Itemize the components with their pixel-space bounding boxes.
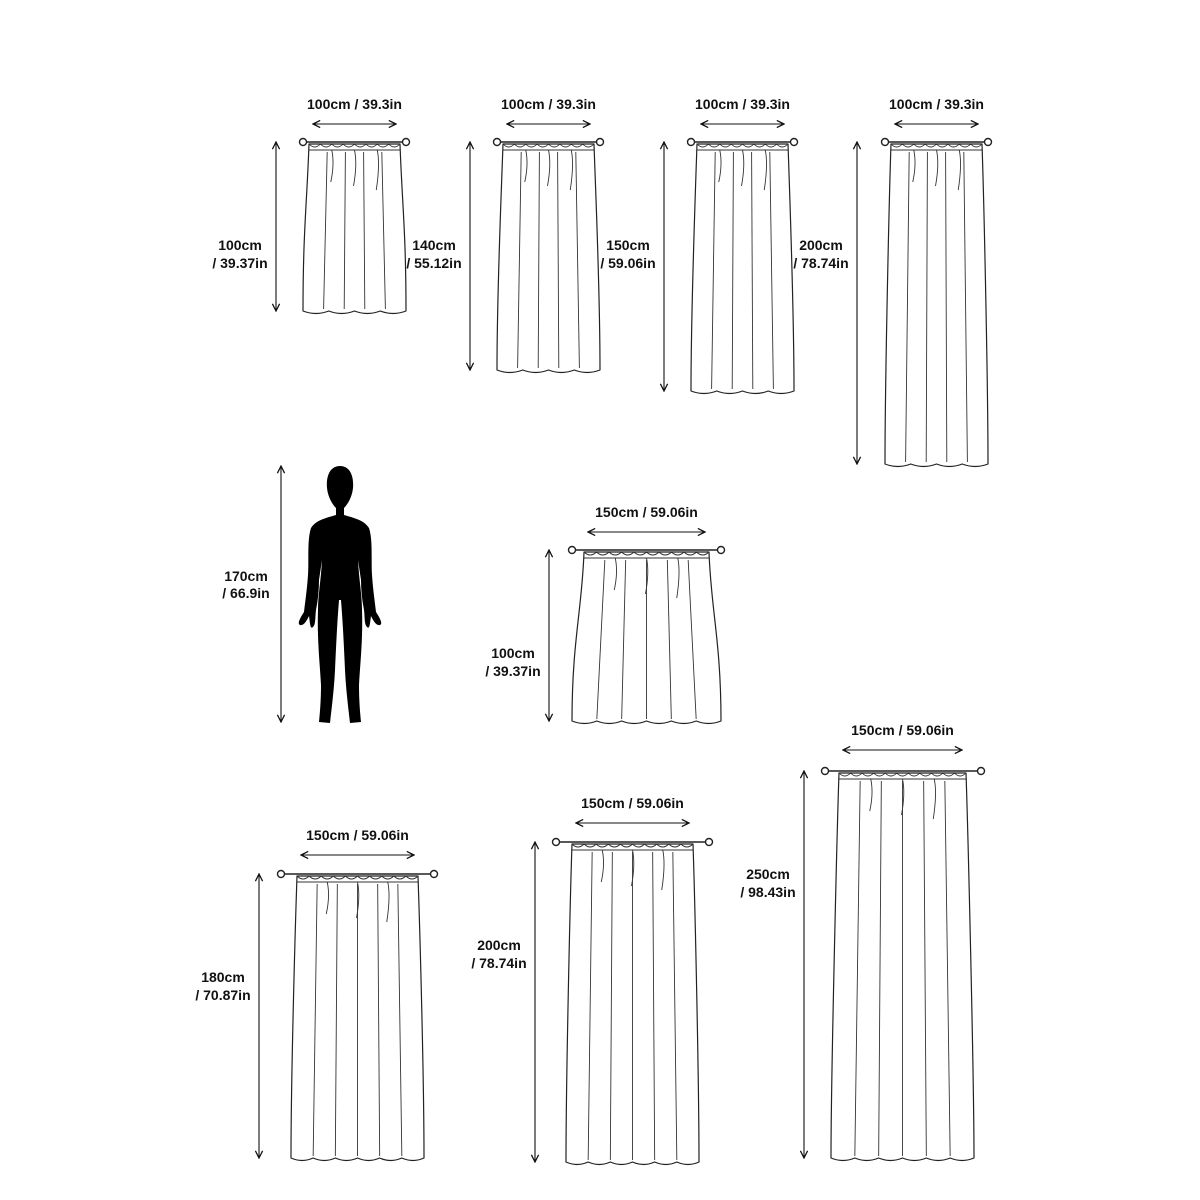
- person-height-label-in: / 66.9in: [222, 585, 270, 601]
- height-label-in: / 59.06in: [600, 255, 656, 271]
- width-label: 150cm / 59.06in: [306, 827, 409, 843]
- curtain-8: [740, 722, 984, 1161]
- height-label-cm: 200cm: [799, 237, 843, 253]
- curtain-1: [212, 96, 409, 314]
- curtain-5: [485, 504, 724, 724]
- rod-end-knob: [278, 871, 285, 878]
- rod-end-knob: [403, 139, 410, 146]
- height-label-cm: 140cm: [412, 237, 456, 253]
- height-label-cm: 100cm: [218, 237, 262, 253]
- height-label-in: / 78.74in: [793, 255, 849, 271]
- curtain-2: [406, 96, 603, 373]
- curtain-3: [600, 96, 797, 394]
- width-label: 100cm / 39.3in: [889, 96, 984, 112]
- rod-end-knob: [791, 139, 798, 146]
- rod-end-knob: [882, 139, 889, 146]
- rod-end-knob: [718, 547, 725, 554]
- height-label-cm: 250cm: [746, 866, 790, 882]
- rod-end-knob: [300, 139, 307, 146]
- curtain-panel: [885, 144, 988, 467]
- width-label: 150cm / 59.06in: [851, 722, 954, 738]
- height-label-in: / 78.74in: [471, 955, 527, 971]
- rod-end-knob: [597, 139, 604, 146]
- width-label: 150cm / 59.06in: [581, 795, 684, 811]
- rod-end-knob: [494, 139, 501, 146]
- curtain-6: [195, 827, 437, 1161]
- rod-end-knob: [822, 768, 829, 775]
- height-label-in: / 39.37in: [212, 255, 268, 271]
- rod-end-knob: [706, 839, 713, 846]
- person-figure: [222, 466, 381, 723]
- rod-end-knob: [978, 768, 985, 775]
- rod-end-knob: [688, 139, 695, 146]
- height-label-cm: 200cm: [477, 937, 521, 953]
- width-label: 100cm / 39.3in: [307, 96, 402, 112]
- rod-end-knob: [569, 547, 576, 554]
- width-label: 100cm / 39.3in: [695, 96, 790, 112]
- height-label-cm: 180cm: [201, 969, 245, 985]
- rod-end-knob: [985, 139, 992, 146]
- height-label-in: / 39.37in: [485, 663, 541, 679]
- height-label-in: / 70.87in: [195, 987, 251, 1003]
- person-silhouette: [299, 466, 381, 723]
- height-label-in: / 55.12in: [406, 255, 462, 271]
- width-label: 100cm / 39.3in: [501, 96, 596, 112]
- height-label-cm: 150cm: [606, 237, 650, 253]
- curtains-layer: [195, 96, 991, 1165]
- height-label-cm: 100cm: [491, 645, 535, 661]
- rod-end-knob: [431, 871, 438, 878]
- width-label: 150cm / 59.06in: [595, 504, 698, 520]
- curtain-4: [793, 96, 991, 467]
- curtain-7: [471, 795, 712, 1165]
- person-height-label-cm: 170cm: [224, 568, 268, 584]
- curtain-panel: [303, 144, 406, 314]
- rod-end-knob: [553, 839, 560, 846]
- height-label-in: / 98.43in: [740, 884, 796, 900]
